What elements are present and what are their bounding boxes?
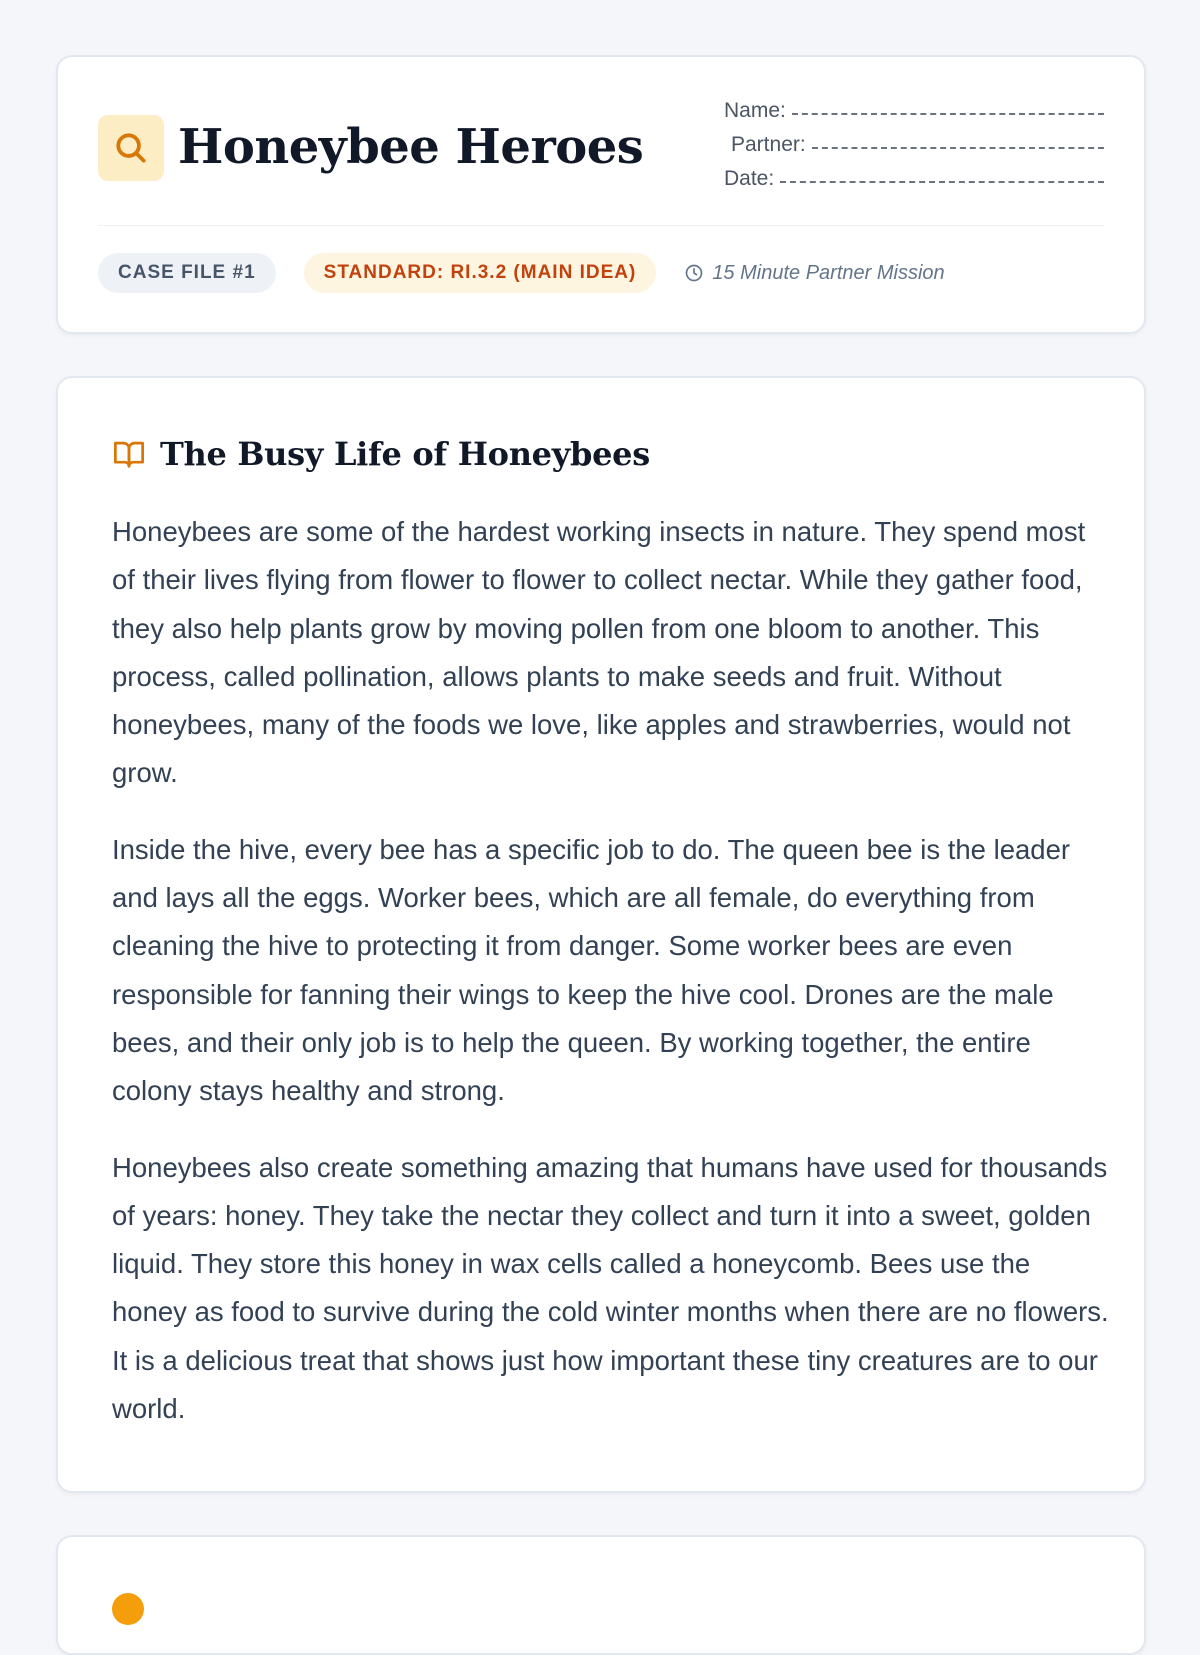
reading-passage [112,508,1112,1461]
reading-heading [112,434,650,474]
header-card [56,55,1146,334]
passage-paragraph: Honeybees are some of the hardest working insects in nature. They spend most of their lives flying from flower to flower to collect nectar. While they gather food, they also help plants grow by moving pollen from one bloom to another. This process, called pollination, allows plants to make seeds and fruit. Without honeybees, many of the foods we love, like apples and strawberries, would not grow. [112,516,1086,789]
duration-text: 15 Minute Partner Mission [712,261,945,284]
next-section-card [56,1535,1146,1655]
passage-paragraph: Honeybees also create something amazing that humans have used for thousands of years: honey. They take the nectar they collect and turn it into a sweet, golden liquid. They store this honey in wax cells called a honeycomb. Bees use the honey as food to survive during the cold winter months when there are no flowers. It is a delicious treat that shows just how important these tiny creatures are to our world. [112,1151,1109,1425]
name-label: Name: [724,99,786,122]
partner-field[interactable] [724,133,1104,167]
date-field[interactable] [724,167,1104,201]
duration-info [684,262,944,285]
section-icon [112,1593,144,1625]
clock-icon [684,263,712,283]
logo-badge [98,115,164,181]
partner-blank-line[interactable] [812,147,1104,149]
name-blank-line[interactable] [792,113,1104,115]
reading-title: The Busy Life of Honeybees [160,435,650,473]
date-blank-line[interactable] [780,181,1104,183]
name-field[interactable] [724,99,1104,133]
partner-label: Partner: [731,133,806,156]
magnifier-icon [112,129,150,167]
header-divider [98,225,1104,226]
reading-card [56,376,1146,1493]
date-label: Date: [724,167,775,190]
book-open-icon [112,439,160,469]
standard-badge: STANDARD: RI.3.2 (MAIN IDEA) [304,253,657,293]
passage-paragraph: Inside the hive, every bee has a specific job to do. The queen bee is the leader and lays all the eggs. Worker bees, which are all female, do everything from cleaning the hive to protecting it from danger. Some worker bees are even responsible for fanning their wings to keep the hive cool. Drones are the male bees, and their only job is to help the queen. By working together, the entire colony stays healthy and strong. [112,833,1071,1107]
page-title: Honeybee Heroes [178,119,644,175]
meta-row [98,253,945,293]
case-file-badge: CASE FILE #1 [98,253,276,293]
student-info-fields [724,99,1104,201]
